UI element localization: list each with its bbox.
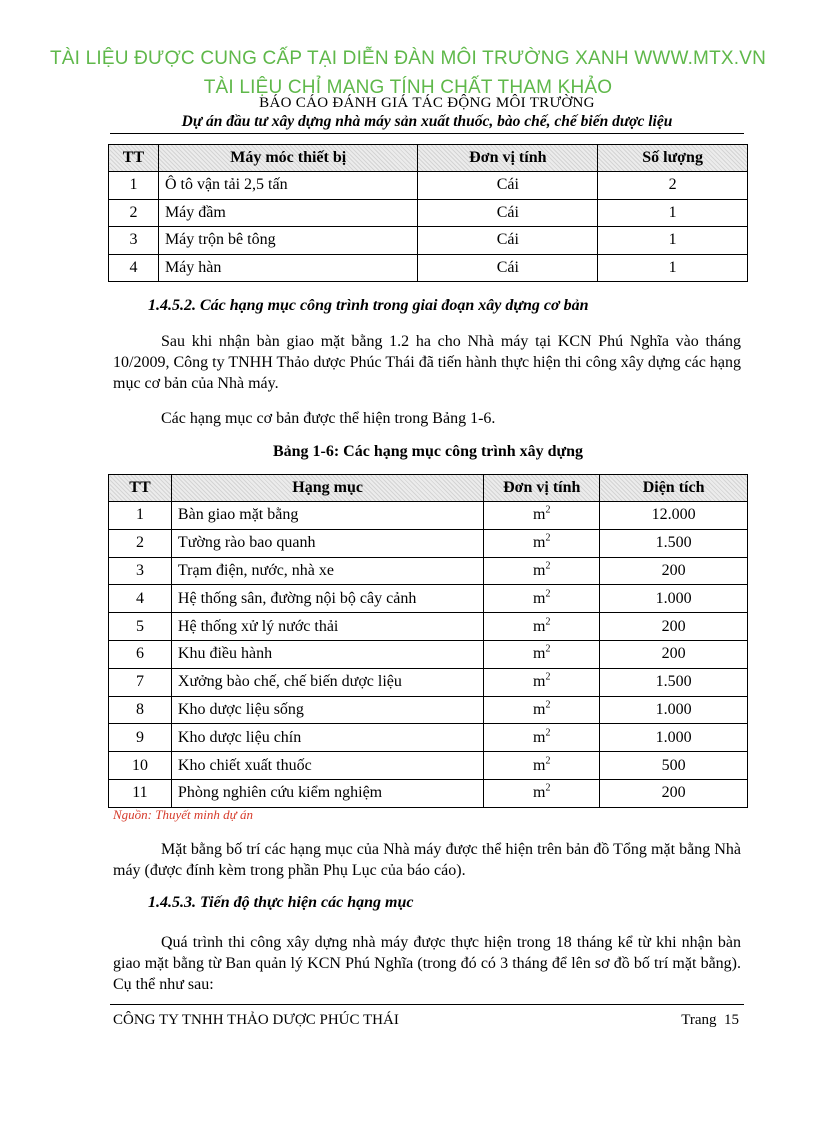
cell-item: Kho dược liệu chín bbox=[171, 724, 483, 752]
column-header-quantity: Số lượng bbox=[598, 145, 748, 172]
column-header-item: Hạng mục bbox=[171, 475, 483, 502]
table-caption: Bảng 1-6: Các hạng mục công trình xây dựng bbox=[272, 443, 584, 460]
cell-item: Tường rào bao quanh bbox=[171, 529, 483, 557]
cell-item: Hệ thống sân, đường nội bộ cây cảnh bbox=[171, 585, 483, 613]
cell-area: 1.500 bbox=[600, 668, 748, 696]
cell-area: 200 bbox=[600, 640, 748, 668]
cell-area: 1.500 bbox=[600, 529, 748, 557]
cell-unit: Cái bbox=[418, 227, 598, 255]
table-row bbox=[109, 227, 748, 255]
cell-equipment: Ô tô vận tải 2,5 tấn bbox=[158, 172, 418, 200]
cell-quantity: 1 bbox=[598, 199, 748, 227]
cell-tt: 2 bbox=[109, 529, 172, 557]
section-heading-1452: 1.4.5.2. Các hạng mục công trình trong giai đoạn xây dựng cơ bản bbox=[148, 297, 589, 314]
cell-item: Phòng nghiên cứu kiểm nghiệm bbox=[171, 779, 483, 807]
cell-area: 200 bbox=[600, 557, 748, 585]
cell-unit bbox=[484, 696, 600, 724]
column-header-unit: Đơn vị tính bbox=[418, 145, 598, 172]
cell-unit bbox=[484, 668, 600, 696]
unit-exponent: 2 bbox=[545, 783, 551, 795]
table-row bbox=[109, 585, 748, 613]
cell-unit bbox=[484, 779, 600, 807]
table-row bbox=[109, 668, 748, 696]
cell-unit: Cái bbox=[418, 172, 598, 200]
header-divider bbox=[110, 133, 744, 134]
cell-unit bbox=[484, 640, 600, 668]
table-row bbox=[109, 640, 748, 668]
cell-area: 200 bbox=[600, 613, 748, 641]
column-header-tt: TT bbox=[109, 475, 172, 502]
page-number: 15 bbox=[724, 1012, 739, 1028]
table-row bbox=[109, 752, 748, 780]
unit-base: m bbox=[533, 534, 546, 552]
cell-tt: 1 bbox=[109, 502, 172, 530]
cell-quantity: 1 bbox=[598, 254, 748, 282]
cell-item: Bàn giao mặt bằng bbox=[171, 502, 483, 530]
unit-exponent: 2 bbox=[545, 616, 551, 628]
table-source-note: Nguồn: Thuyết minh dự án bbox=[113, 807, 253, 822]
table-row bbox=[109, 613, 748, 641]
unit-exponent: 2 bbox=[545, 644, 551, 656]
table-header-row bbox=[109, 475, 748, 502]
unit-base: m bbox=[533, 673, 546, 691]
unit-base: m bbox=[533, 561, 546, 579]
paragraph-construction-intro: Sau khi nhận bàn giao mặt bằng 1.2 ha cho Nhà máy tại KCN Phú Nghĩa vào tháng 10/2009, Công ty TNHH Thảo dược Phúc Thái đã tiến hành thực hiện thi công xây dựng các hạng mục cơ bản của Nhà máy. bbox=[113, 333, 741, 392]
construction-items-table bbox=[108, 474, 748, 808]
cell-item: Kho chiết xuất thuốc bbox=[171, 752, 483, 780]
table-row bbox=[109, 557, 748, 585]
unit-base: m bbox=[533, 728, 546, 746]
unit-base: m bbox=[533, 617, 546, 635]
cell-item: Trạm điện, nước, nhà xe bbox=[171, 557, 483, 585]
unit-exponent: 2 bbox=[545, 560, 551, 572]
column-header-tt: TT bbox=[109, 145, 159, 172]
cell-tt: 3 bbox=[109, 227, 159, 255]
cell-area: 1.000 bbox=[600, 585, 748, 613]
unit-exponent: 2 bbox=[545, 588, 551, 600]
footer-page bbox=[681, 1012, 739, 1029]
cell-unit bbox=[484, 752, 600, 780]
unit-exponent: 2 bbox=[545, 727, 551, 739]
column-header-equipment: Máy móc thiết bị bbox=[158, 145, 418, 172]
footer-company: CÔNG TY TNHH THẢO DƯỢC PHÚC THÁI bbox=[113, 1012, 399, 1028]
cell-tt: 5 bbox=[109, 613, 172, 641]
column-header-unit: Đơn vị tính bbox=[484, 475, 600, 502]
cell-tt: 10 bbox=[109, 752, 172, 780]
cell-unit: Cái bbox=[418, 254, 598, 282]
table-row bbox=[109, 779, 748, 807]
cell-tt: 9 bbox=[109, 724, 172, 752]
cell-item: Hệ thống xử lý nước thải bbox=[171, 613, 483, 641]
paragraph-site-plan: Mặt bằng bố trí các hạng mục của Nhà máy được thể hiện trên bản đồ Tổng mặt bằng Nhà máy (được đính kèm trong phần Phụ Lục của báo cáo). bbox=[113, 841, 741, 879]
cell-tt: 7 bbox=[109, 668, 172, 696]
cell-unit: Cái bbox=[418, 199, 598, 227]
report-title: BÁO CÁO ĐÁNH GIÁ TÁC ĐỘNG MÔI TRƯỜNG bbox=[259, 95, 595, 111]
table-header-row bbox=[109, 145, 748, 172]
watermark-line-1: TÀI LIỆU ĐƯỢC CUNG CẤP TẠI DIỄN ĐÀN MÔI TRƯỜNG XANH WWW.MTX.VN bbox=[49, 48, 767, 69]
cell-unit bbox=[484, 502, 600, 530]
unit-exponent: 2 bbox=[545, 532, 551, 544]
cell-tt: 8 bbox=[109, 696, 172, 724]
cell-item: Xưởng bào chế, chế biến dược liệu bbox=[171, 668, 483, 696]
paragraph-schedule: Quá trình thi công xây dựng nhà máy được thực hiện trong 18 tháng kể từ khi nhận bàn giao mặt bằng từ Ban quản lý KCN Phú Nghĩa (trong đó có 3 tháng để lên sơ đồ bố trí mặt bằng). Cụ thể như sau: bbox=[113, 934, 741, 993]
unit-exponent: 2 bbox=[545, 505, 551, 517]
unit-base: m bbox=[533, 506, 546, 524]
cell-unit bbox=[484, 557, 600, 585]
table-row bbox=[109, 172, 748, 200]
table-row bbox=[109, 199, 748, 227]
unit-base: m bbox=[533, 645, 546, 663]
table-row bbox=[109, 724, 748, 752]
cell-equipment: Máy đầm bbox=[158, 199, 418, 227]
cell-unit bbox=[484, 585, 600, 613]
watermark-line-2: TÀI LIỆU CHỈ MANG TÍNH CHẤT THAM KHẢO bbox=[203, 77, 613, 98]
cell-tt: 2 bbox=[109, 199, 159, 227]
cell-area: 12.000 bbox=[600, 502, 748, 530]
cell-item: Kho dược liệu sống bbox=[171, 696, 483, 724]
unit-base: m bbox=[533, 589, 546, 607]
cell-equipment: Máy trộn bê tông bbox=[158, 227, 418, 255]
cell-tt: 4 bbox=[109, 585, 172, 613]
cell-unit bbox=[484, 529, 600, 557]
unit-base: m bbox=[533, 784, 546, 802]
cell-area: 1.000 bbox=[600, 696, 748, 724]
cell-tt: 6 bbox=[109, 640, 172, 668]
page-label: Trang bbox=[681, 1012, 717, 1028]
project-title: Dự án đầu tư xây dựng nhà máy sản xuất thuốc, bào chế, chế biến dược liệu bbox=[181, 113, 673, 130]
unit-base: m bbox=[533, 700, 546, 718]
section-heading-1453: 1.4.5.3. Tiến độ thực hiện các hạng mục bbox=[148, 894, 414, 911]
unit-exponent: 2 bbox=[545, 755, 551, 767]
table-row bbox=[109, 696, 748, 724]
table-row bbox=[109, 502, 748, 530]
cell-area: 200 bbox=[600, 779, 748, 807]
cell-quantity: 2 bbox=[598, 172, 748, 200]
table-row bbox=[109, 529, 748, 557]
cell-item: Khu điều hành bbox=[171, 640, 483, 668]
cell-equipment: Máy hàn bbox=[158, 254, 418, 282]
unit-base: m bbox=[533, 756, 546, 774]
cell-tt: 11 bbox=[109, 779, 172, 807]
cell-tt: 3 bbox=[109, 557, 172, 585]
cell-tt: 4 bbox=[109, 254, 159, 282]
column-header-area: Diện tích bbox=[600, 475, 748, 502]
paragraph-table-reference: Các hạng mục cơ bản được thể hiện trong Bảng 1-6. bbox=[161, 410, 496, 427]
cell-tt: 1 bbox=[109, 172, 159, 200]
equipment-table bbox=[108, 144, 748, 282]
cell-unit bbox=[484, 613, 600, 641]
cell-quantity: 1 bbox=[598, 227, 748, 255]
cell-area: 500 bbox=[600, 752, 748, 780]
unit-exponent: 2 bbox=[545, 671, 551, 683]
footer-divider bbox=[110, 1004, 744, 1005]
cell-unit bbox=[484, 724, 600, 752]
cell-area: 1.000 bbox=[600, 724, 748, 752]
table-row bbox=[109, 254, 748, 282]
unit-exponent: 2 bbox=[545, 699, 551, 711]
